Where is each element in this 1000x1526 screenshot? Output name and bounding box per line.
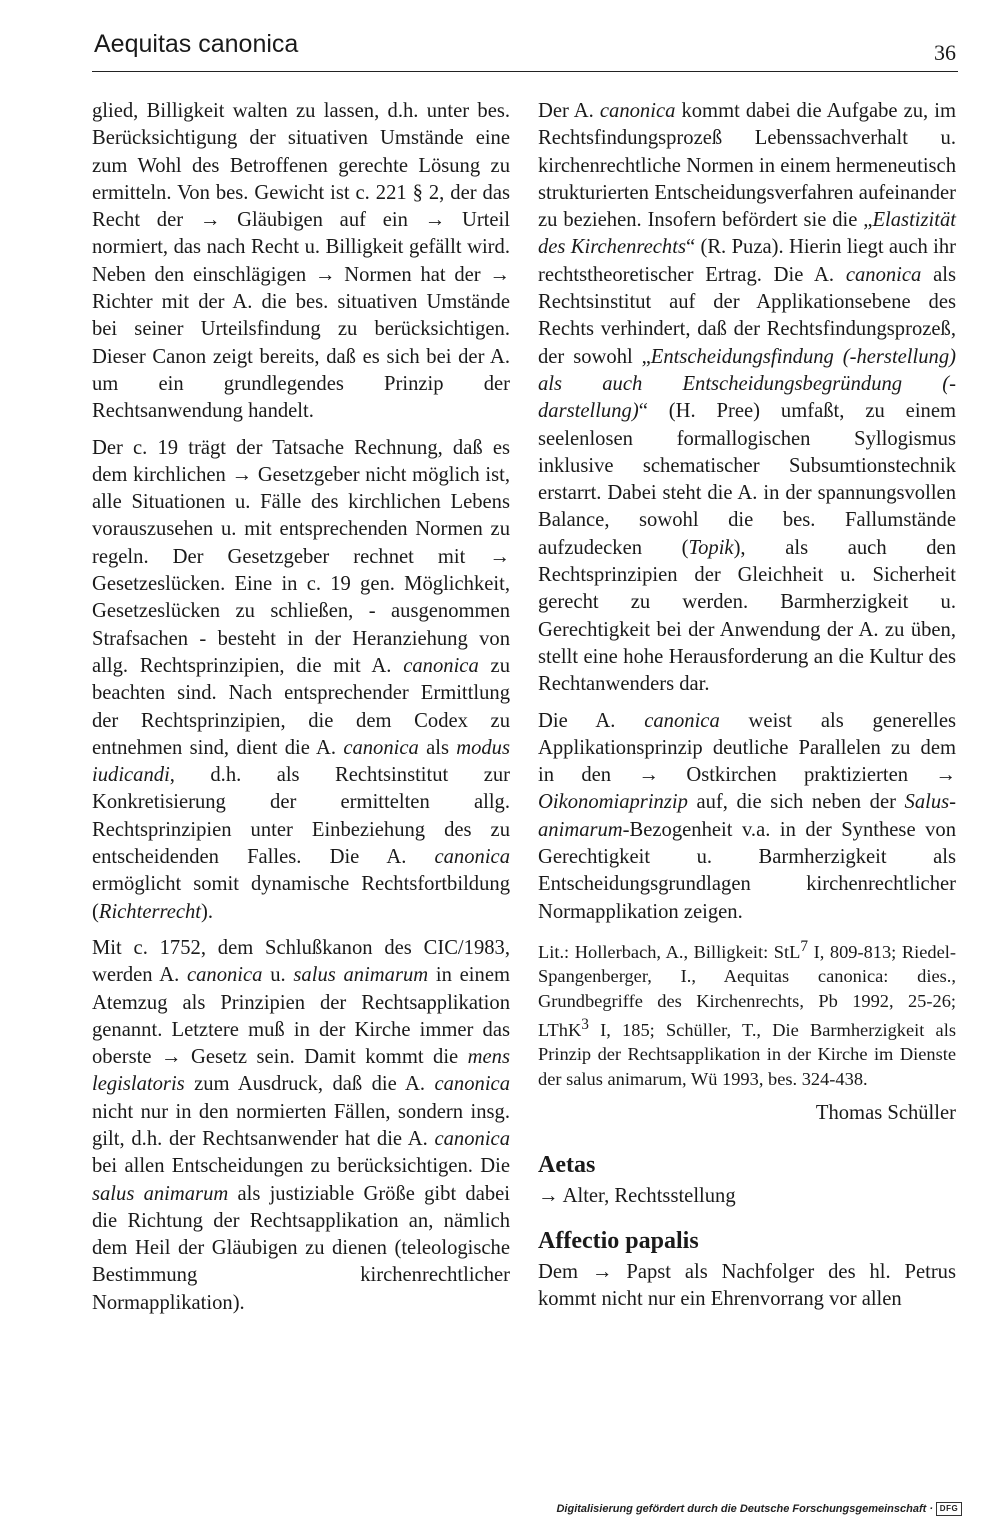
italic-term: canonica <box>845 263 922 286</box>
text-run: nicht nur in den normierten Fällen, sondern insg. gilt, d.h. der Rechtsanwender hat die A. <box>92 1100 510 1150</box>
paragraph: Dem → Papst als Nachfolger des hl. Petrus kommt nicht nur ein Ehrenvorrang vor allen <box>538 1260 956 1310</box>
text-run: -Bezogenheit v.a. in der Synthese von Gerechtigkeit u. Barmherzigkeit als Entscheidungsgrundlagen kirchenrechtlicher Normapplikation zeigen. <box>538 818 956 923</box>
italic-term: Elastizität des Kirchenrechts <box>538 209 956 259</box>
author-signature: Thomas Schüller <box>815 1101 956 1124</box>
digitization-credit <box>556 1502 962 1516</box>
text-run: Lit.: Hollerbach, A., Billigkeit: StL <box>538 942 801 963</box>
text-run: I, 809-813; Riedel-Spangenberger, I., Aequitas canonica: dies., Grundbegriffe des Kirchenrechts, Pb 1992, 25-26; LThK <box>538 942 956 1041</box>
edition-superscript: 3 <box>581 1015 589 1033</box>
text-run: Der A. <box>538 100 600 122</box>
header-rule <box>92 71 958 72</box>
text-run: Der c. 19 trägt der Tatsache Rechnung, daß es dem kirchlichen → Gesetzgeber nicht möglich ist, alle Situationen u. Fälle des kirchlichen Lebens vorauszusehen u. mit entsprechenden Normen zu regeln. Der Gesetzgeber rechnet mit → Gesetzeslücken. Eine in c. 19 gen. Möglichkeit, Gesetzeslücken zu schließen, - ausgenommen Strafsachen - besteht in der Heranziehung von allg. Rechtsprinzipien, die mit A. <box>92 436 510 677</box>
italic-term: canonica <box>186 964 263 987</box>
dfg-logo-icon: DFG <box>936 1502 962 1516</box>
paragraph <box>92 435 510 926</box>
credit-text: Digitalisierung gefördert durch die Deutsche Forschungsgemeinschaft · <box>556 1503 933 1515</box>
page-number: 36 <box>934 40 956 65</box>
text-run: ), als auch den Rechtsprinzipien der Gleichheit u. Sicherheit gerecht zu werden. Barmherzigkeit u. Gerechtigkeit bei der Anwendung der A. zu üben, stellt eine hohe Herausforderung an die Kultur des Rechtanwenders dar. <box>538 536 956 696</box>
text-run: u. <box>262 964 294 987</box>
paragraph <box>92 935 510 1317</box>
italic-term: canonica <box>434 846 510 869</box>
italic-term: Richterrecht <box>98 900 202 923</box>
text-run: bei allen Entscheidungen zu berücksichtigen. Die <box>92 1155 510 1178</box>
text-run: “ (R. Puza). Hierin liegt auch ihr rechtstheoretischer Ertrag. Die A. <box>538 236 957 286</box>
text-run: Mit c. 1752, dem Schlußkanon des CIC/1983, werden A. <box>92 936 510 987</box>
italic-term: Salus-animarum <box>538 791 956 841</box>
italic-term: canonica <box>434 1073 510 1096</box>
italic-term: salus animarum <box>293 964 429 987</box>
text-run: “ (H. Pree) umfaßt, zu einem seelenlosen formallogischen Syllogismus inklusive schematischer Subsumtionstechnik erstarrt. Dabei steht die A. in der spannungsvollen Balance, sowohl die bes. Fallumstände aufzudecken ( <box>538 400 956 559</box>
text-run: als justiziable Größe gibt dabei die Richtung der Rechtsapplikation an, nämlich dem Heil der Gläubigen zu dienen (teleologische Bestimmung kirchenrechtlicher Normapplikation). <box>92 1182 510 1314</box>
italic-term: modus iudicandi <box>92 736 510 787</box>
italic-term: canonica <box>599 100 676 122</box>
edition-superscript: 7 <box>800 937 809 955</box>
literature-references <box>538 935 956 1091</box>
italic-term: Oikonomiaprinzip <box>538 791 688 814</box>
paragraph: glied, Billigkeit walten zu lassen, d.h. unter bes. Berücksichtigung der situativen Umstände eine zum Wohl des Betroffenen gerechte Lösung zu ermitteln. Von bes. Gewicht ist c. 221 § 2, der das Recht der → Gläubigen auf ein → Urteil normiert, das nach Recht u. Billigkeit gefällt wird. Neben den einschlägigen → Normen hat der → Richter mit der A. die bes. situativen Umstände bei seiner Urteilsfindung zu berücksichtigen. Dieser Canon zeigt bereits, daß es sich bei der A. um ein grundlegendes Prinzip der Rechtsanwendung handelt. <box>92 100 510 423</box>
italic-term: canonica <box>343 736 419 759</box>
italic-term: canonica <box>644 709 720 732</box>
italic-term: Entscheidungsfindung (-herstellung) als auch Entscheidungsbegründung (-darstellung) <box>538 345 956 423</box>
text-run: zu beachten sind. Nach entsprechender Ermittlung der Rechtsprinzipien, die dem Codex zu entnehmen sind, dient die A. <box>92 654 510 759</box>
text-run: , d.h. als Rechtsinstitut zur Konkretisierung der ermittelten allg. Rechtsprinzipien unter Einbeziehung des zu entscheidenden Falles. Die A. <box>92 764 510 869</box>
text-run: in einem Atemzug als Prinzipien der Rechtsapplikation genannt. Letztere muß in der Kirche immer das oberste → Gesetz sein. Damit kommt die <box>92 964 510 1069</box>
text-run: I, 185; Schüller, T., Die Barmherzigkeit als Prinzip der Rechtsapplikation in der Kirche im Dienste der salus animarum, Wü 1993, bes. 324-438. <box>538 1020 956 1089</box>
left-column <box>92 98 510 1326</box>
text-run: ). <box>201 900 214 923</box>
cross-reference: → Alter, Rechtsstellung <box>538 1185 736 1208</box>
italic-term: canonica <box>434 1127 510 1150</box>
text-run: auf, die sich neben der <box>687 791 905 814</box>
text-run: ermöglicht somit dynamische Rechtsfortbildung ( <box>92 873 510 923</box>
entry-heading-affectio-papalis: Affectio papalis <box>538 1227 699 1254</box>
italic-term: salus animarum <box>92 1182 229 1205</box>
text-run: zum Ausdruck, daß die A. <box>184 1073 435 1096</box>
text-run: als <box>418 736 457 759</box>
paragraph <box>538 708 956 926</box>
italic-term: Topik <box>688 536 734 559</box>
paragraph <box>538 98 956 699</box>
text-run: weist als generelles Applikationsprinzip deutliche Parallelen zu dem in den → Ostkirchen praktizierten → <box>538 709 957 787</box>
text-run: kommt dabei die Aufgabe zu, im Rechtsfindungsprozeß Lebenssachverhalt u. kirchenrechtliche Normen in einem hermeneutisch strukturierten Entscheidungsverfahren aufeinander zu beziehen. Insofern befördert sie die „ <box>538 100 956 232</box>
italic-term: canonica <box>403 654 479 677</box>
italic-term: mens legislatoris <box>92 1046 510 1096</box>
entry-heading-aetas: Aetas <box>538 1152 596 1179</box>
text-run: als Rechtsinstitut auf der Applikationsebene des Rechts verhindert, daß der Rechtsfindungsprozeß, der sowohl „ <box>538 263 956 368</box>
right-column <box>538 98 956 1322</box>
text-run: Die A. <box>538 709 645 732</box>
running-header-title: Aequitas canonica <box>94 30 299 58</box>
